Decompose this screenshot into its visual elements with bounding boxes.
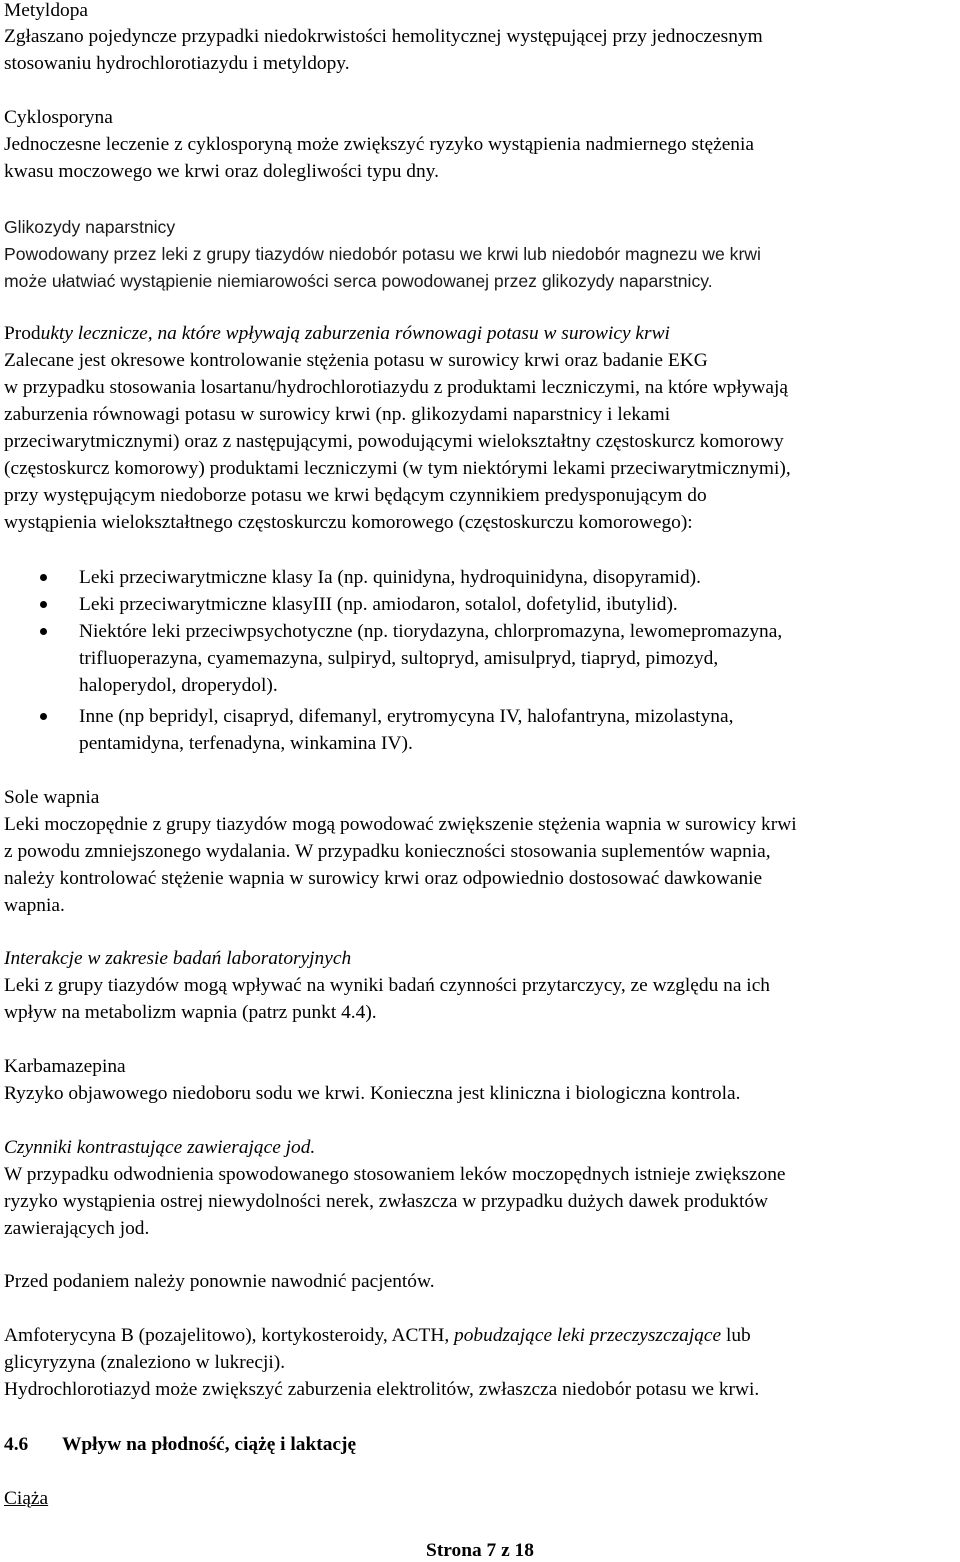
paragraph-line: w przypadku stosowania losartanu/hydrochlorotiazydu z produktami leczniczymi, na które wpływają <box>4 377 789 398</box>
paragraph-line: Zgłaszano pojedyncze przypadki niedokrwistości hemolitycznej występującej przy jednoczesnym <box>4 26 763 47</box>
paragraph-line: może ułatwiać wystąpienie niemiarowości serca powodowanej przez glikozydy naparstnicy. <box>4 271 713 291</box>
list-item: Niektóre leki przeciwpsychotyczne (np. tiorydazyna, chlorpromazyna, lewomepromazyna, <box>79 621 783 642</box>
section-title-cyklosporyna: Cyklosporyna <box>4 107 113 128</box>
bullet-icon <box>40 574 47 581</box>
section-title-interakcje: Interakcje w zakresie badań laboratoryjnych <box>4 948 352 969</box>
list-item-continuation: trifluoperazyna, cyamemazyna, sulpiryd, sultopryd, amisulpryd, tiapryd, pimozyd, <box>79 648 719 669</box>
paragraph-line: Powodowany przez leki z grupy tiazydów niedobór potasu we krwi lub niedobór magnezu we krwi <box>4 244 761 264</box>
text-italic-part: pobudzające leki przeczyszczające <box>454 1325 722 1346</box>
list-item: Inne (np bepridyl, cisapryd, difemanyl, erytromycyna IV, halofantryna, mizolastyna, <box>79 706 734 727</box>
section-title-sole-wapnia: Sole wapnia <box>4 787 100 808</box>
list-item: Leki przeciwarytmiczne klasy Ia (np. quinidyna, hydroquinidyna, disopyramid). <box>79 567 701 588</box>
paragraph-line: przeciwarytmicznymi) oraz z następującymi, powodującymi wielokształtny częstoskurcz komorowy <box>4 431 784 452</box>
heading-text: Wpływ na płodność, ciążę i laktację <box>62 1434 357 1455</box>
section-title-czynniki: Czynniki kontrastujące zawierające jod. <box>4 1137 316 1158</box>
section-title-produkty <box>4 323 670 345</box>
text-part: Amfoterycyna B (pozajelitowo), kortykosteroidy, ACTH, <box>4 1325 455 1346</box>
paragraph-line: Przed podaniem należy ponownie nawodnić pacjentów. <box>4 1271 435 1292</box>
paragraph-line: zaburzenia równowagi potasu w surowicy krwi (np. glikozydami naparstnicy i lekami <box>4 404 671 425</box>
paragraph-line: przy występującym niedoborze potasu we krwi będącym czynnikiem predysponującym do <box>4 485 707 506</box>
text-part: lub <box>721 1325 751 1346</box>
section-heading <box>4 1434 356 1456</box>
paragraph-line: wystąpienia wielokształtnego częstoskurczu komorowego (częstoskurczu komorowego): <box>4 512 693 533</box>
paragraph-line: kwasu moczowego we krwi oraz dolegliwości typu dny. <box>4 161 439 182</box>
paragraph-line: Ryzyko objawowego niedoboru sodu we krwi. Konieczna jest kliniczna i biologiczna kontrola. <box>4 1083 741 1104</box>
paragraph-line: Leki z grupy tiazydów mogą wpływać na wyniki badań czynności przytarczycy, ze względu na ich <box>4 975 770 996</box>
paragraph-line: (częstoskurcz komorowy) produktami leczniczymi (w tym niektórymi lekami przeciwarytmicznymi), <box>4 458 791 479</box>
heading-number: 4.6 <box>4 1434 29 1455</box>
paragraph-line: stosowaniu hydrochlorotiazydu i metyldopy. <box>4 53 350 74</box>
paragraph-line: glicyryzyna (znaleziono w lukrecji). <box>4 1352 286 1373</box>
bullet-icon <box>40 713 47 720</box>
title-italic-part: ukty lecznicze, na które wpływają zaburzenia równowagi potasu w surowicy krwi <box>40 323 670 344</box>
paragraph-line: z powodu zmniejszonego wydalania. W przypadku konieczności stosowania suplementów wapnia, <box>4 841 771 862</box>
list-item-continuation: haloperydol, droperydol). <box>79 675 278 696</box>
paragraph-line: wpływ na metabolizm wapnia (patrz punkt 4.4). <box>4 1002 377 1023</box>
section-title-karbamazepina: Karbamazepina <box>4 1056 126 1077</box>
paragraph-line: należy kontrolować stężenie wapnia w surowicy krwi oraz odpowiednio dostosować dawkowanie <box>4 868 763 889</box>
paragraph-line: Hydrochlorotiazyd może zwiększyć zaburzenia elektrolitów, zwłaszcza niedobór potasu we krwi. <box>4 1379 760 1400</box>
paragraph-line: Jednoczesne leczenie z cyklosporyną może zwiększyć ryzyko wystąpienia nadmiernego stężenia <box>4 134 754 155</box>
list-item-continuation: pentamidyna, terfenadyna, winkamina IV). <box>79 733 413 754</box>
page-number-footer: Strona 7 z 18 <box>426 1540 534 1561</box>
paragraph-line: W przypadku odwodnienia spowodowanego stosowaniem leków moczopędnych istnieje zwiększone <box>4 1164 786 1185</box>
section-title-glikozydy: Glikozydy naparstnicy <box>4 217 176 237</box>
bullet-icon <box>40 601 47 608</box>
paragraph-line: ryzyko wystąpienia ostrej niewydolności nerek, zwłaszcza w przypadku dużych dawek produktów <box>4 1191 769 1212</box>
paragraph-line: zawierających jod. <box>4 1218 150 1239</box>
list-item: Leki przeciwarytmiczne klasyIII (np. amiodaron, sotalol, dofetylid, ibutylid). <box>79 594 678 615</box>
title-plain-part: Prod <box>4 323 41 344</box>
paragraph-line: Leki moczopędnie z grupy tiazydów mogą powodować zwiększenie stężenia wapnia w surowicy krwi <box>4 814 797 835</box>
section-title-metyldopa: Metyldopa <box>4 0 89 21</box>
paragraph-line: Zalecane jest okresowe kontrolowanie stężenia potasu w surowicy krwi oraz badanie EKG <box>4 350 708 371</box>
subheading-ciaza: Ciąża <box>4 1488 49 1509</box>
bullet-icon <box>40 628 47 635</box>
paragraph-line <box>4 1325 751 1347</box>
paragraph-line: wapnia. <box>4 895 65 916</box>
